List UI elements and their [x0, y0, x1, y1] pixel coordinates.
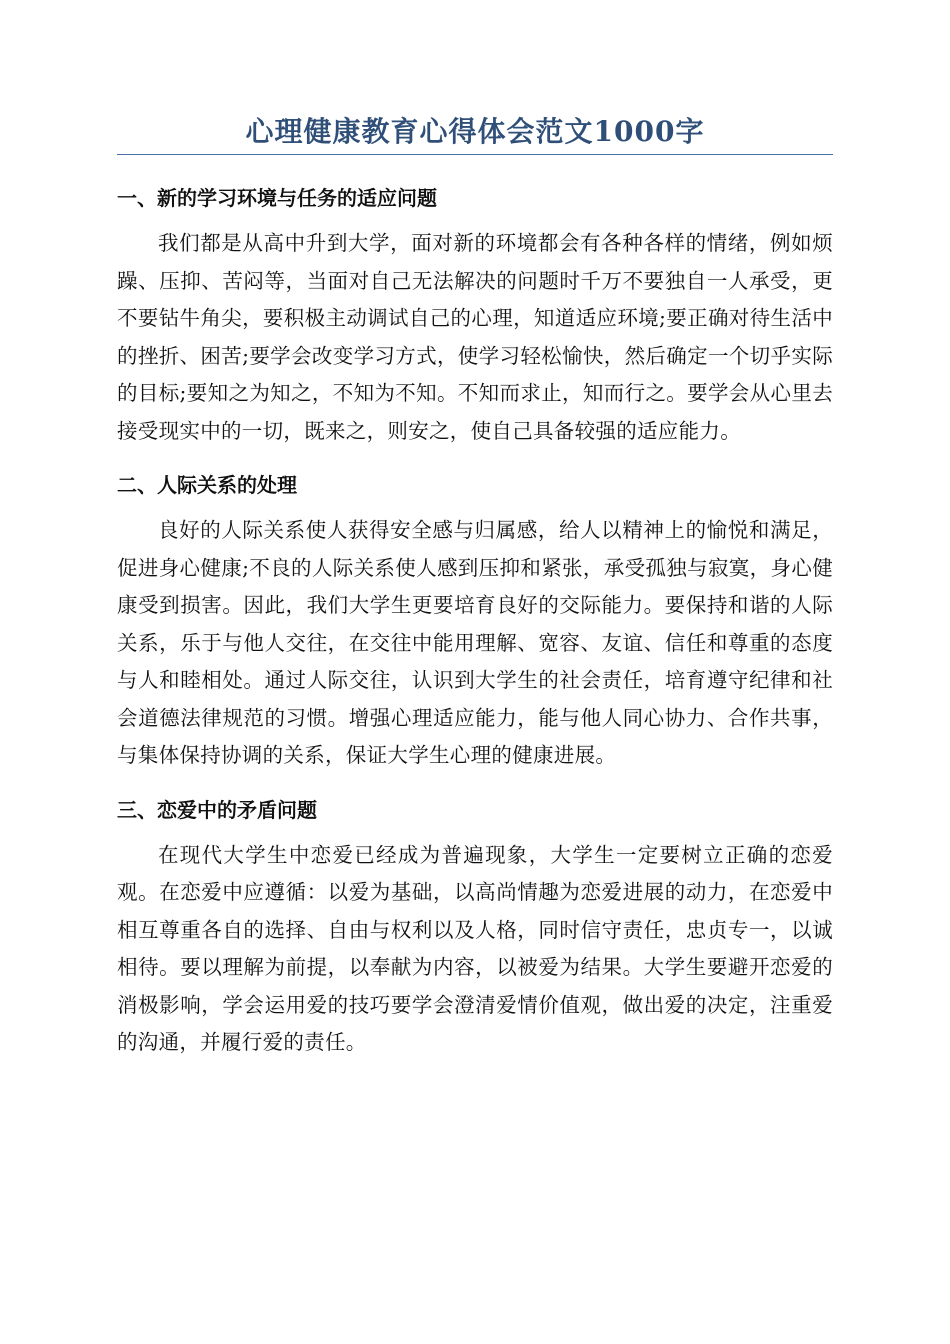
- section-heading: 二、人际关系的处理: [117, 473, 297, 497]
- section-heading: 一、新的学习环境与任务的适应问题: [117, 186, 437, 210]
- section-adaptation: [117, 183, 833, 450]
- section-relationships: [117, 470, 833, 775]
- section-heading: 三、恋爱中的矛盾问题: [117, 797, 317, 822]
- section-paragraph: 在现代大学生中恋爱已经成为普遍现象，大学生一定要树立正确的恋爱观。在恋爱中应遵循：以爱为基础，以高尚情趣为恋爱进展的动力，在恋爱中相互尊重各自的选择、自由与权利以及人格，同时信守责任，忠贞专一，以诚相待。要以理解为前提，以奉献为内容，以被爱为结果。大学生要避开恋爱的消极影响，学会运用爱的技巧要学会澄清爱情价值观，做出爱的决定，注重爱的沟通，并履行爱的责任。: [117, 842, 833, 1054]
- section-paragraph: 良好的人际关系使人获得安全感与归属感，给人以精神上的愉悦和满足，促进身心健康;不良的人际关系使人感到压抑和紧张，承受孤独与寂寞，身心健康受到损害。因此，我们大学生更要培育良好的交际能力。要保持和谐的人际关系，乐于与他人交往，在交往中能用理解、宽容、友谊、信任和尊重的态度与人和睦相处。通过人际交往，认识到大学生的社会责任，培育遵守纪律和社会道德法律规范的习惯。增强心理适应能力，能与他人同心协力、合作共事，与集体保持协调的关系，保证大学生心理的健康进展。: [117, 518, 833, 767]
- document-title: 心理健康教育心得体会范文1000字: [117, 112, 833, 155]
- document-page: [117, 112, 833, 1062]
- section-love: [117, 795, 833, 1062]
- section-paragraph: 我们都是从高中升到大学，面对新的环境都会有各种各样的情绪，例如烦躁、压抑、苦闷等，当面对自己无法解决的问题时千万不要独自一人承受，更不要钻牛角尖，要积极主动调试自己的心理，知道适应环境;要正确对待生活中的挫折、困苦;要学会改变学习方式，使学习轻松愉快，然后确定一个切乎实际的目标;要知之为知之，不知为不知。不知而求止，知而行之。要学会从心里去接受现实中的一切，既来之，则安之，使自己具备较强的适应能力。: [117, 231, 833, 443]
